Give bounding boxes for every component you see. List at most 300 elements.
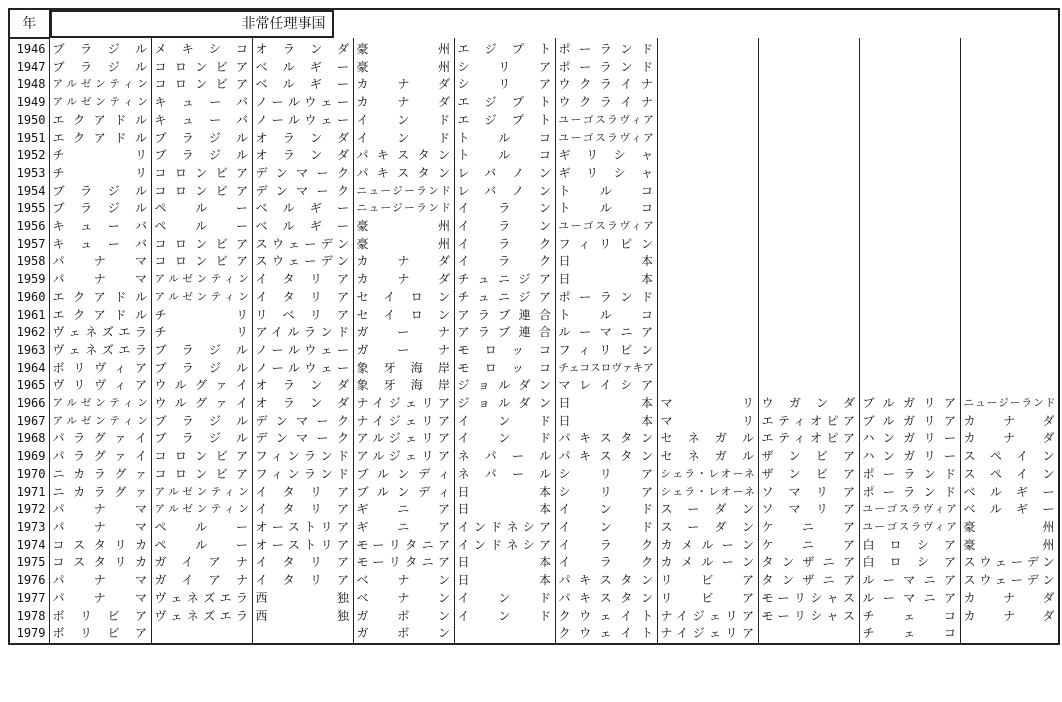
year-cell: 1965	[9, 377, 49, 395]
member-cell: モロッコ	[454, 342, 555, 360]
member-cell: ベルギー	[252, 200, 353, 218]
member-cell: ベナン	[353, 572, 454, 590]
member-cell: ニュージーランド	[353, 200, 454, 218]
member-cell: ノールウェー	[252, 342, 353, 360]
member-cell: 日本	[454, 572, 555, 590]
member-cell: フィリピン	[555, 342, 657, 360]
member-cell: インドネシア	[454, 519, 555, 537]
member-cell: ガーナ	[353, 342, 454, 360]
member-cell: モーリタニア	[353, 537, 454, 555]
member-cell: スウェーデン	[252, 253, 353, 271]
member-cell: ペルー	[151, 537, 252, 555]
year-cell: 1971	[9, 484, 49, 502]
member-cell: カナダ	[960, 608, 1059, 626]
table-row	[9, 413, 1059, 431]
member-cell: 西独	[252, 608, 353, 626]
member-cell: マレイシア	[555, 377, 657, 395]
member-cell: トルコ	[454, 147, 555, 165]
member-cell	[758, 200, 859, 218]
member-cell: ジョルダン	[454, 395, 555, 413]
member-cell: ニカラグァ	[49, 484, 151, 502]
member-cell: チリ	[49, 165, 151, 183]
member-cell: ガイアナ	[151, 572, 252, 590]
table-row	[9, 200, 1059, 218]
table-row	[9, 253, 1059, 271]
member-cell: パキスタン	[555, 572, 657, 590]
member-cell: パナマ	[49, 519, 151, 537]
member-cell: オーストリア	[252, 519, 353, 537]
member-cell: ナイジェリア	[657, 625, 758, 644]
member-cell	[657, 342, 758, 360]
year-cell: 1979	[9, 625, 49, 644]
member-cell: カナダ	[353, 94, 454, 112]
member-cell: シリア	[555, 484, 657, 502]
member-cell	[859, 76, 960, 94]
year-cell: 1959	[9, 271, 49, 289]
member-cell: アラブ連合	[454, 324, 555, 342]
member-cell	[859, 253, 960, 271]
year-cell: 1967	[9, 413, 49, 431]
member-cell: ユーゴスラヴィア	[555, 218, 657, 236]
member-cell: インド	[454, 590, 555, 608]
member-cell: ペルー	[151, 218, 252, 236]
member-cell: ギリシャ	[555, 165, 657, 183]
year-cell: 1963	[9, 342, 49, 360]
member-cell	[657, 289, 758, 307]
member-cell	[758, 94, 859, 112]
member-cell: デンマーク	[252, 430, 353, 448]
member-cell: インド	[454, 413, 555, 431]
member-cell	[657, 112, 758, 130]
year-cell: 1953	[9, 165, 49, 183]
member-cell	[960, 271, 1059, 289]
member-cell: インド	[353, 112, 454, 130]
member-cell: エジプト	[454, 94, 555, 112]
title-char: 常	[255, 16, 270, 32]
member-cell: ブラジル	[49, 183, 151, 201]
member-cell: スペイン	[960, 466, 1059, 484]
member-cell: イラク	[454, 253, 555, 271]
member-cell: リビア	[657, 572, 758, 590]
member-cell: ペルー	[151, 519, 252, 537]
table-row	[9, 608, 1059, 626]
member-cell: パナマ	[49, 253, 151, 271]
member-cell	[758, 324, 859, 342]
member-cell: ポーランド	[555, 38, 657, 59]
member-cell: ユーゴスラヴィア	[859, 501, 960, 519]
table-row	[9, 484, 1059, 502]
member-cell: ネパール	[454, 466, 555, 484]
member-cell: ガーナ	[353, 324, 454, 342]
member-cell: ギリシャ	[555, 147, 657, 165]
member-cell: スウェーデン	[252, 236, 353, 254]
table-row	[9, 395, 1059, 413]
member-cell: オランダ	[252, 147, 353, 165]
year-cell: 1954	[9, 183, 49, 201]
member-cell: アルゼンティン	[49, 94, 151, 112]
member-cell: インド	[555, 519, 657, 537]
member-cell: コロンビア	[151, 236, 252, 254]
member-cell: 豪州	[353, 59, 454, 77]
member-cell: 豪州	[960, 519, 1059, 537]
member-cell: エクアドル	[49, 289, 151, 307]
member-cell: ユーゴスラヴィア	[555, 112, 657, 130]
member-cell	[960, 218, 1059, 236]
year-cell: 1961	[9, 307, 49, 325]
member-cell: シェラ・レオーネ	[657, 466, 758, 484]
member-cell: マリ	[657, 413, 758, 431]
member-cell: マリ	[657, 395, 758, 413]
member-cell	[657, 324, 758, 342]
member-cell	[657, 360, 758, 378]
member-cell: キューバ	[151, 94, 252, 112]
member-cell: ポーランド	[859, 466, 960, 484]
member-cell: シリア	[454, 76, 555, 94]
member-cell: オランダ	[252, 38, 353, 59]
member-cell	[252, 625, 353, 644]
table-row	[9, 59, 1059, 77]
member-cell: インド	[353, 130, 454, 148]
member-cell	[657, 59, 758, 77]
member-cell: ブラジル	[151, 147, 252, 165]
member-cell	[758, 59, 859, 77]
member-cell	[859, 38, 960, 59]
member-cell: カナダ	[353, 253, 454, 271]
table-row	[9, 377, 1059, 395]
member-cell	[758, 271, 859, 289]
member-cell: ウルグァイ	[151, 395, 252, 413]
member-cell	[859, 307, 960, 325]
table-row	[9, 360, 1059, 378]
member-cell: ボリビア	[49, 608, 151, 626]
member-cell	[657, 236, 758, 254]
member-cell: 豪州	[353, 236, 454, 254]
member-cell: ブルンディ	[353, 484, 454, 502]
member-cell: インドネシア	[454, 537, 555, 555]
member-cell: ウクライナ	[555, 94, 657, 112]
member-cell: イタリア	[252, 501, 353, 519]
member-cell: イタリア	[252, 572, 353, 590]
table-row	[9, 94, 1059, 112]
table-row	[9, 590, 1059, 608]
member-cell	[859, 94, 960, 112]
member-cell: カメルーン	[657, 554, 758, 572]
member-cell	[758, 76, 859, 94]
member-cell	[960, 165, 1059, 183]
member-cell: 日本	[454, 554, 555, 572]
member-cell	[859, 271, 960, 289]
member-cell: エジプト	[454, 38, 555, 59]
member-cell: ケニア	[758, 537, 859, 555]
member-cell	[960, 625, 1059, 644]
member-cell: コロンビア	[151, 76, 252, 94]
year-cell: 1977	[9, 590, 49, 608]
year-cell: 1964	[9, 360, 49, 378]
member-cell: イタリア	[252, 271, 353, 289]
member-cell: ウガンダ	[758, 395, 859, 413]
member-cell: ベナン	[353, 590, 454, 608]
table-row	[9, 236, 1059, 254]
member-cell: ソマリア	[758, 484, 859, 502]
table-row	[9, 342, 1059, 360]
member-cell: タンザニア	[758, 572, 859, 590]
member-cell: ギニア	[353, 519, 454, 537]
member-cell: セイロン	[353, 307, 454, 325]
member-cell: セネガル	[657, 448, 758, 466]
member-cell: アルゼンティン	[151, 484, 252, 502]
member-cell	[960, 200, 1059, 218]
member-cell: ヴェネズエラ	[151, 590, 252, 608]
member-cell: ニカラグァ	[49, 466, 151, 484]
member-cell: ブラジル	[49, 59, 151, 77]
member-cell: モーリシャス	[758, 608, 859, 626]
member-cell: アルゼンティン	[151, 289, 252, 307]
table-row	[9, 183, 1059, 201]
member-cell	[758, 253, 859, 271]
year-cell: 1968	[9, 430, 49, 448]
member-cell: ガボン	[353, 625, 454, 644]
member-cell	[859, 112, 960, 130]
member-cell: コスタリカ	[49, 537, 151, 555]
member-cell: ベルギー	[252, 76, 353, 94]
member-cell: ナイジェリア	[353, 395, 454, 413]
member-cell: ケニア	[758, 519, 859, 537]
member-cell: ガボン	[353, 608, 454, 626]
header-row	[9, 9, 1059, 38]
member-cell: パキスタン	[555, 590, 657, 608]
member-cell: 象牙海岸	[353, 377, 454, 395]
member-cell: ニュージーランド	[960, 395, 1059, 413]
member-cell: シェラ・レオーネ	[657, 484, 758, 502]
member-cell	[960, 360, 1059, 378]
member-cell: カナダ	[960, 413, 1059, 431]
member-cell: カナダ	[353, 76, 454, 94]
member-cell: アイルランド	[252, 324, 353, 342]
member-cell: イタリア	[252, 484, 353, 502]
member-cell	[758, 130, 859, 148]
member-cell: エジプト	[454, 112, 555, 130]
member-cell: ノールウェー	[252, 94, 353, 112]
member-cell: メキシコ	[151, 38, 252, 59]
member-cell	[758, 218, 859, 236]
member-cell: ノールウェー	[252, 360, 353, 378]
member-cell: ベルギー	[252, 59, 353, 77]
table-row	[9, 218, 1059, 236]
member-cell: リベリア	[252, 307, 353, 325]
member-cell: インド	[555, 501, 657, 519]
member-cell: アルゼンティン	[49, 76, 151, 94]
member-cell: モーリシャス	[758, 590, 859, 608]
member-cell	[859, 218, 960, 236]
member-cell	[758, 38, 859, 59]
member-cell: ブラジル	[151, 360, 252, 378]
member-cell: モーリタニア	[353, 554, 454, 572]
member-cell: 日本	[555, 271, 657, 289]
year-cell: 1970	[9, 466, 49, 484]
title-char: 事	[297, 16, 312, 32]
member-cell: チュニジア	[454, 289, 555, 307]
member-cell: チェコ	[859, 625, 960, 644]
member-cell	[859, 59, 960, 77]
member-cell: デンマーク	[252, 413, 353, 431]
member-cell: ブラジル	[49, 200, 151, 218]
title-char: 理	[283, 16, 298, 32]
year-cell: 1957	[9, 236, 49, 254]
member-cell: トルコ	[555, 307, 657, 325]
member-cell	[758, 165, 859, 183]
year-cell: 1960	[9, 289, 49, 307]
year-cell: 1955	[9, 200, 49, 218]
member-cell: モロッコ	[454, 360, 555, 378]
member-cell: コロンビア	[151, 183, 252, 201]
member-cell: レバノン	[454, 183, 555, 201]
member-cell: コロンビア	[151, 448, 252, 466]
member-cell: ルーマニア	[859, 590, 960, 608]
member-cell: コロンビア	[151, 165, 252, 183]
member-cell: エクアドル	[49, 112, 151, 130]
member-cell: 象牙海岸	[353, 360, 454, 378]
member-cell: チリ	[49, 147, 151, 165]
member-cell: スウェーデン	[960, 554, 1059, 572]
year-cell: 1947	[9, 59, 49, 77]
member-cell: パラグァイ	[49, 430, 151, 448]
member-cell: ヴェネズエラ	[49, 324, 151, 342]
member-cell: オーストリア	[252, 537, 353, 555]
year-cell: 1956	[9, 218, 49, 236]
member-cell	[657, 271, 758, 289]
year-cell: 1975	[9, 554, 49, 572]
member-cell: キューバ	[151, 112, 252, 130]
member-cell: シリア	[555, 466, 657, 484]
table-row	[9, 38, 1059, 59]
member-cell: パナマ	[49, 271, 151, 289]
member-cell: 日本	[454, 501, 555, 519]
member-cell	[758, 625, 859, 644]
table-row	[9, 112, 1059, 130]
member-cell: パラグァイ	[49, 448, 151, 466]
member-cell: ガイアナ	[151, 554, 252, 572]
member-cell	[960, 59, 1059, 77]
member-cell: キューバ	[49, 236, 151, 254]
member-cell	[758, 183, 859, 201]
member-cell: チェコスロヴァキア	[555, 360, 657, 378]
member-cell: セイロン	[353, 289, 454, 307]
table-row	[9, 430, 1059, 448]
member-cell: エティオピア	[758, 413, 859, 431]
member-cell	[960, 324, 1059, 342]
member-cell: ユーゴスラヴィア	[859, 519, 960, 537]
member-cell	[859, 324, 960, 342]
member-cell	[758, 360, 859, 378]
table-row	[9, 537, 1059, 555]
member-cell: パキスタン	[353, 147, 454, 165]
year-cell: 1949	[9, 94, 49, 112]
member-cell: 日本	[555, 413, 657, 431]
member-cell: オランダ	[252, 395, 353, 413]
member-cell	[657, 76, 758, 94]
member-cell: ニュージーランド	[353, 183, 454, 201]
member-cell: アルゼンティン	[151, 271, 252, 289]
title-char: 任	[269, 16, 284, 32]
member-cell: トルコ	[555, 200, 657, 218]
year-cell: 1978	[9, 608, 49, 626]
table-row	[9, 289, 1059, 307]
member-cell: ザンビア	[758, 466, 859, 484]
table-row	[9, 448, 1059, 466]
member-cell: イラン	[454, 200, 555, 218]
member-cell: 豪州	[353, 38, 454, 59]
member-cell: カメルーン	[657, 537, 758, 555]
member-cell: ハンガリー	[859, 430, 960, 448]
member-cell	[960, 377, 1059, 395]
member-cell: イラク	[555, 537, 657, 555]
member-cell	[758, 289, 859, 307]
member-cell: ブルガリア	[859, 413, 960, 431]
member-cell: ポーランド	[859, 484, 960, 502]
member-cell	[657, 377, 758, 395]
year-cell: 1952	[9, 147, 49, 165]
member-cell: アルゼンティン	[49, 413, 151, 431]
member-cell	[859, 165, 960, 183]
member-cell	[859, 236, 960, 254]
member-cell: エクアドル	[49, 130, 151, 148]
member-cell: スーダン	[657, 501, 758, 519]
member-cell: ブラジル	[49, 38, 151, 59]
security-council-table	[8, 8, 1060, 645]
table-row	[9, 76, 1059, 94]
year-header: 年	[9, 9, 49, 38]
member-cell: イタリア	[252, 554, 353, 572]
member-cell	[960, 307, 1059, 325]
member-cell	[657, 183, 758, 201]
year-cell: 1969	[9, 448, 49, 466]
year-cell: 1974	[9, 537, 49, 555]
member-cell: パキスタン	[555, 430, 657, 448]
member-cell: エクアドル	[49, 307, 151, 325]
member-cell: インド	[454, 608, 555, 626]
member-cell: アルジェリア	[353, 430, 454, 448]
member-cell	[859, 377, 960, 395]
year-cell: 1951	[9, 130, 49, 148]
member-cell	[859, 342, 960, 360]
member-cell: クウェイト	[555, 608, 657, 626]
year-cell: 1962	[9, 324, 49, 342]
member-cell: ユーゴスラヴィア	[555, 130, 657, 148]
member-cell	[960, 94, 1059, 112]
member-cell: タンザニア	[758, 554, 859, 572]
member-cell	[657, 307, 758, 325]
member-cell: ルーマニア	[555, 324, 657, 342]
year-cell: 1948	[9, 76, 49, 94]
member-cell	[758, 377, 859, 395]
table-row	[9, 501, 1059, 519]
member-cell: ベルギー	[960, 484, 1059, 502]
table-row	[9, 554, 1059, 572]
member-cell: ノールウェー	[252, 112, 353, 130]
member-cell: トルコ	[555, 183, 657, 201]
member-cell: パナマ	[49, 590, 151, 608]
member-cell: イラク	[555, 554, 657, 572]
member-cell: 白ロシア	[859, 537, 960, 555]
member-cell	[657, 253, 758, 271]
year-cell: 1946	[9, 38, 49, 59]
member-cell: パナマ	[49, 501, 151, 519]
member-cell	[960, 253, 1059, 271]
member-cell: ヴェネズエラ	[151, 608, 252, 626]
member-cell: セネガル	[657, 430, 758, 448]
member-cell: フィンランド	[252, 466, 353, 484]
member-cell	[758, 342, 859, 360]
